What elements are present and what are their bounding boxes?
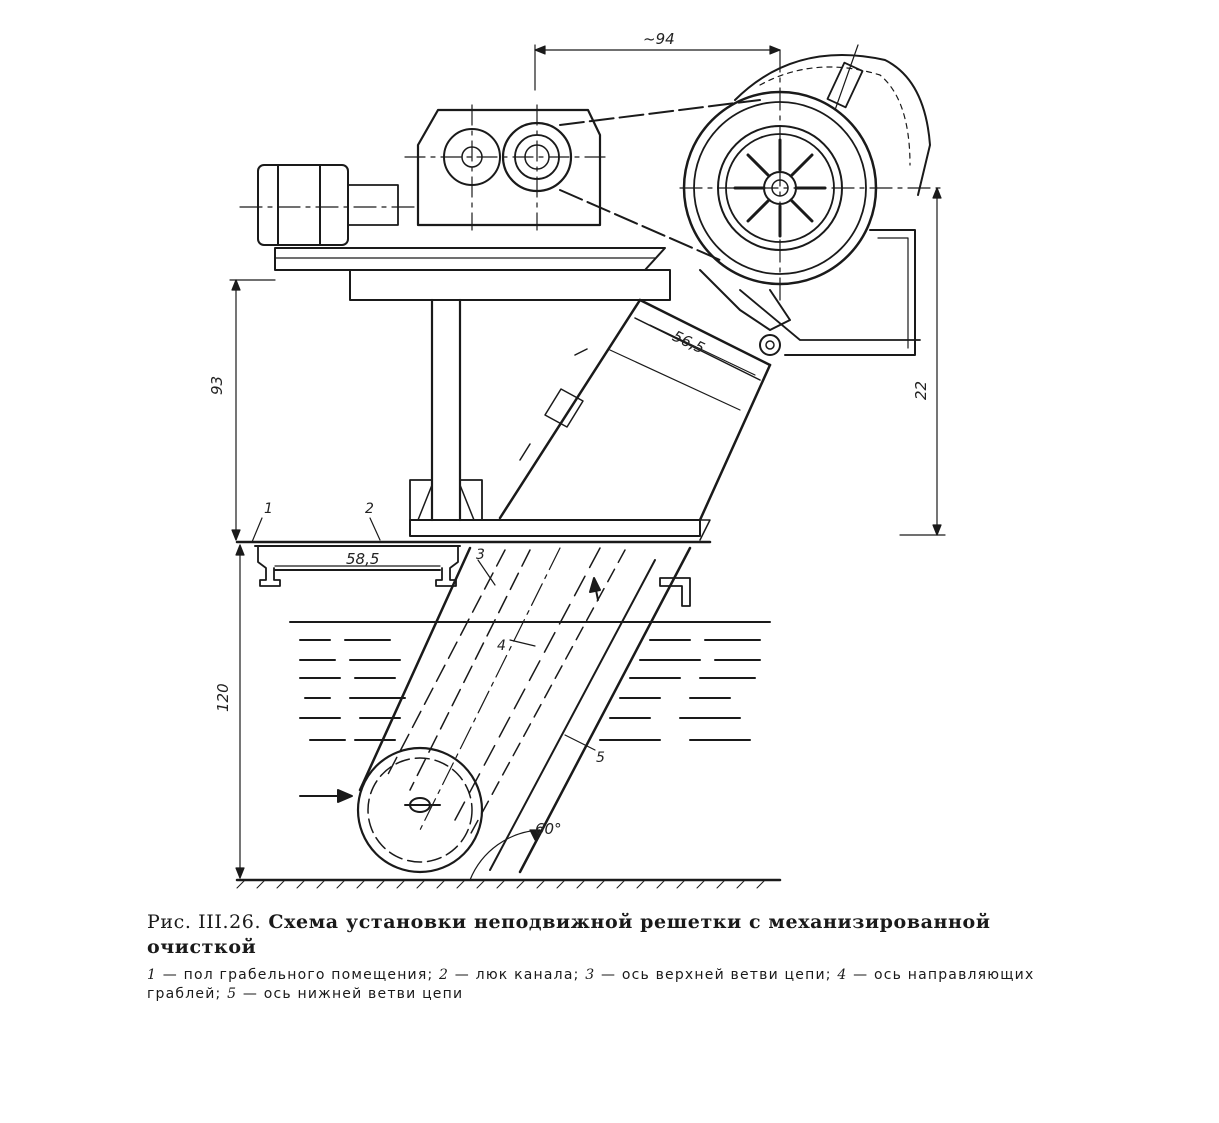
caption-prefix: Рис. III.26. bbox=[147, 911, 262, 933]
rake-conveyor bbox=[358, 300, 770, 872]
caption-title-text: Схема установки неподвижной решетки с механизированной очисткой bbox=[147, 911, 991, 958]
caption-title bbox=[147, 910, 1037, 960]
water-surface bbox=[290, 622, 770, 740]
dimension-lines bbox=[230, 45, 945, 880]
label-5: 5 bbox=[596, 750, 605, 766]
legend-item: 1 — пол грабельного помещения; bbox=[147, 967, 434, 983]
caption-legend bbox=[147, 966, 1037, 1004]
gearbox bbox=[405, 105, 610, 230]
dimension-56-5: 56,5 bbox=[669, 326, 708, 358]
chain-drive bbox=[560, 100, 760, 260]
legend-item: 2 — люк канала; bbox=[439, 967, 580, 983]
dimension-22: 22 bbox=[912, 380, 930, 400]
channel-bottom bbox=[237, 880, 780, 888]
dimension-texts bbox=[208, 30, 930, 838]
head-sprocket bbox=[680, 45, 940, 355]
dimension-120: 120 bbox=[214, 683, 232, 712]
label-3: 3 bbox=[476, 547, 485, 563]
drive-platform bbox=[275, 248, 670, 300]
floor-slab bbox=[237, 520, 710, 586]
dimension-58-5: 58,5 bbox=[346, 550, 380, 568]
electric-motor bbox=[240, 165, 418, 245]
label-2: 2 bbox=[365, 501, 374, 517]
dimension-93: 93 bbox=[208, 375, 226, 395]
flow-arrow bbox=[300, 790, 352, 802]
legend-item: 5 — ось нижней ветви цепи bbox=[227, 986, 464, 1002]
legend-item: 4 — ось направляющих граблей; bbox=[147, 967, 1035, 1002]
legend-item: 3 — ось верхней ветви цепи; bbox=[585, 967, 832, 983]
label-1: 1 bbox=[264, 501, 273, 517]
dimension-94: ~94 bbox=[643, 30, 675, 48]
label-4: 4 bbox=[497, 638, 506, 654]
support-column bbox=[410, 300, 482, 520]
figure-caption bbox=[147, 910, 1037, 1004]
dimension-angle: 60° bbox=[535, 820, 562, 838]
